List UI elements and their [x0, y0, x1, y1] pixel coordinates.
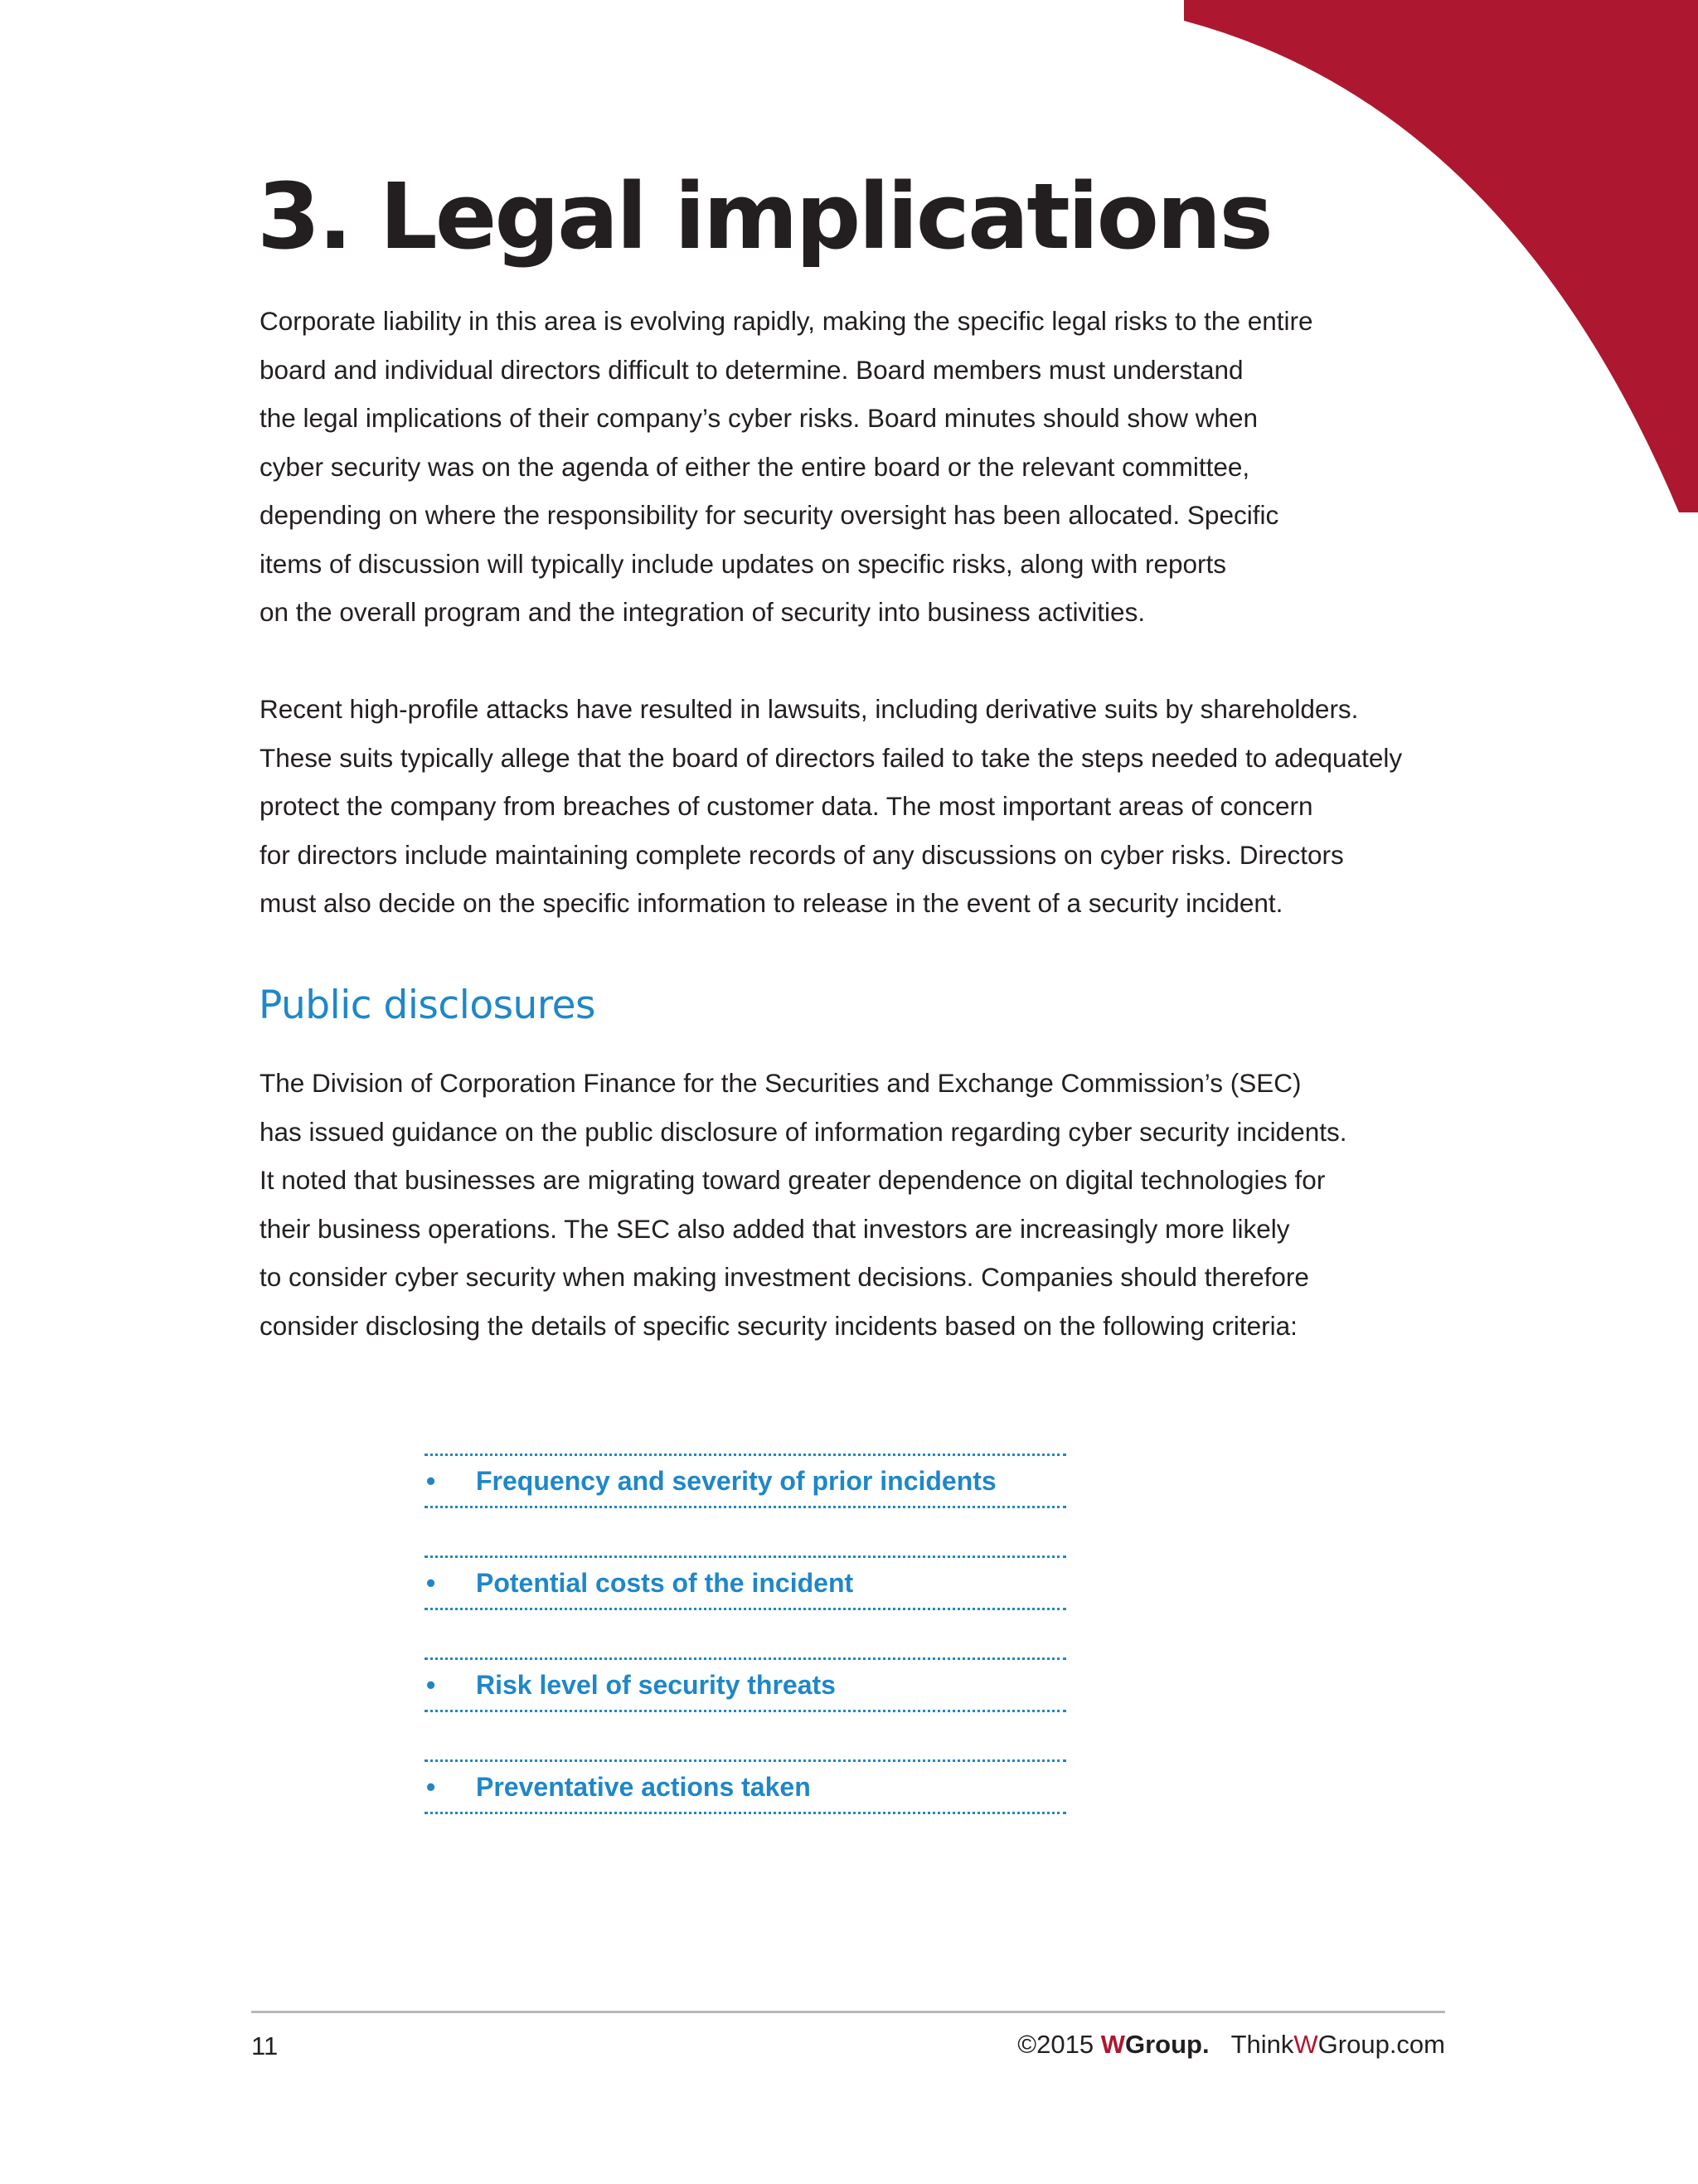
- paragraph-line: consider disclosing the details of specific security incidents based on the following criteria:: [260, 1310, 1298, 1341]
- website-prefix: Think: [1230, 2030, 1294, 2059]
- paragraph-line: protect the company from breaches of customer data. The most important areas of concern: [260, 791, 1313, 821]
- bullet-icon: •: [426, 1567, 436, 1598]
- bullet-icon: •: [426, 1771, 436, 1802]
- paragraph-line: must also decide on the specific information to release in the event of a security incident.: [260, 888, 1283, 918]
- footer-copyright: [1017, 2030, 1445, 2060]
- paragraph-line: for directors include maintaining complete records of any discussions on cyber risks. Directors: [260, 839, 1344, 870]
- paragraph-line: on the overall program and the integration of security into business activities.: [260, 597, 1146, 627]
- website-link[interactable]: [1231, 2030, 1445, 2059]
- brand-logo-w: W: [1100, 2030, 1125, 2059]
- paragraph-line: cyber security was on the agenda of either the entire board or the relevant committee,: [260, 451, 1250, 482]
- website-suffix: Group.com: [1317, 2030, 1445, 2059]
- criteria-list: [424, 1454, 1066, 1861]
- footer-divider: [251, 2011, 1445, 2013]
- criteria-item: [424, 1555, 1066, 1610]
- copyright-icon: ©: [1017, 2030, 1037, 2059]
- website-w: W: [1293, 2030, 1318, 2059]
- paragraph-line: the legal implications of their company’s cyber risks. Board minutes should show when: [260, 403, 1258, 433]
- bullet-icon: •: [426, 1669, 436, 1700]
- paragraph-line: their business operations. The SEC also added that investors are increasingly more likely: [260, 1213, 1290, 1244]
- criteria-item: [424, 1657, 1066, 1712]
- paragraph-lawsuits: [260, 685, 1402, 928]
- criteria-label: Potential costs of the incident: [476, 1567, 854, 1598]
- paragraph-line: Recent high-profile attacks have resulted in lawsuits, including derivative suits by shareholders.: [260, 694, 1359, 724]
- paragraph-corporate-liability: [260, 297, 1313, 637]
- criteria-label: Frequency and severity of prior incidents: [476, 1465, 997, 1496]
- paragraph-line: Corporate liability in this area is evolving rapidly, making the specific legal risks to the entire: [260, 306, 1313, 336]
- criteria-label: Preventative actions taken: [476, 1771, 811, 1802]
- criteria-item: [424, 1759, 1066, 1814]
- bullet-icon: •: [426, 1465, 436, 1496]
- paragraph-line: has issued guidance on the public disclosure of information regarding cyber security incidents.: [260, 1116, 1347, 1147]
- copyright-year: 2015: [1036, 2030, 1094, 2059]
- paragraph-line: items of discussion will typically include updates on specific risks, along with reports: [260, 548, 1227, 579]
- page-number: 11: [251, 2031, 279, 2060]
- criteria-item: [424, 1454, 1066, 1508]
- paragraph-sec-guidance: [260, 1059, 1346, 1350]
- paragraph-line: These suits typically allege that the board of directors failed to take the steps needed to adequately: [260, 742, 1403, 773]
- paragraph-line: The Division of Corporation Finance for the Securities and Exchange Commission’s (SEC): [260, 1068, 1302, 1098]
- section-heading-public-disclosures: Public disclosures: [259, 983, 596, 1028]
- paragraph-line: board and individual directors difficult to determine. Board members must understand: [260, 354, 1244, 385]
- paragraph-line: to consider cyber security when making investment decisions. Companies should therefore: [260, 1262, 1309, 1292]
- brand-logo-text: Group.: [1124, 2030, 1210, 2059]
- paragraph-line: depending on where the responsibility for security oversight has been allocated. Specific: [260, 500, 1279, 530]
- page-title: 3. Legal implications: [257, 163, 1271, 269]
- paragraph-line: It noted that businesses are migrating toward greater dependence on digital technologies for: [260, 1165, 1326, 1195]
- criteria-label: Risk level of security threats: [476, 1669, 836, 1700]
